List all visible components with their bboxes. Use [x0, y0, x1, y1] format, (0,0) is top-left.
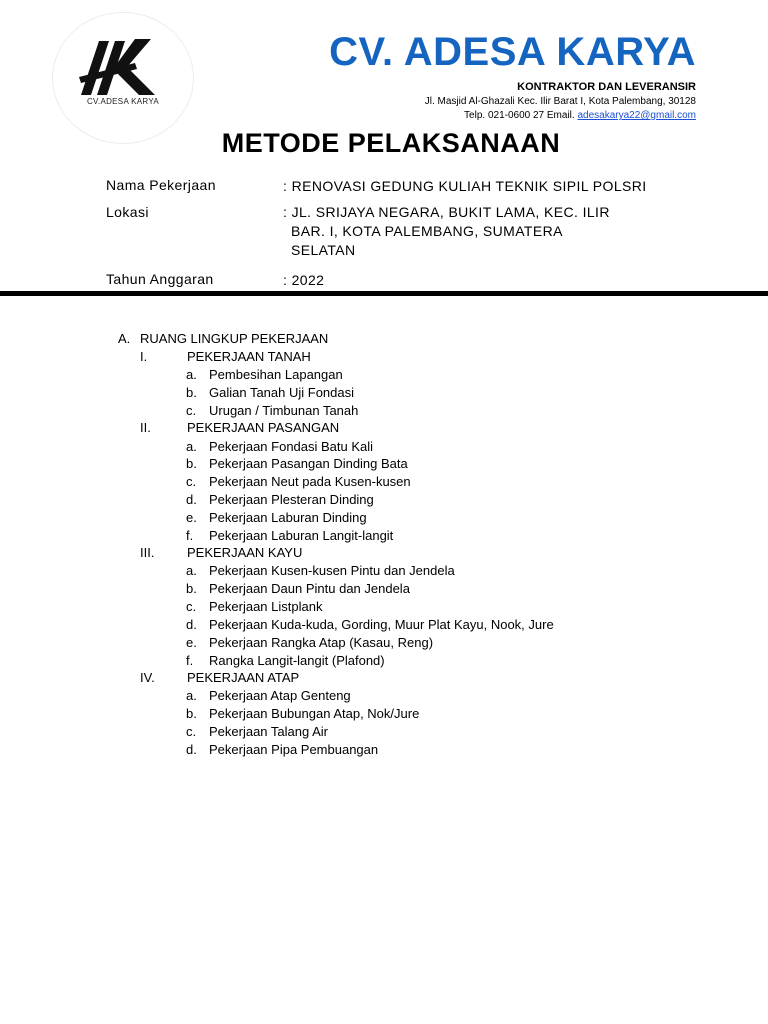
list-item-marker: a. — [186, 688, 197, 703]
header-divider — [0, 291, 768, 296]
section-numeral: II. — [140, 420, 151, 435]
info-value-tahun-anggaran: : 2022 — [283, 272, 325, 288]
list-item: Pekerjaan Laburan Dinding — [209, 510, 367, 525]
list-item-marker: a. — [186, 439, 197, 454]
company-logo-mark-icon — [77, 33, 169, 105]
list-item: Pekerjaan Pasangan Dinding Bata — [209, 456, 408, 471]
info-value-nama-pekerjaan: : RENOVASI GEDUNG KULIAH TEKNIK SIPIL POLSRI — [283, 178, 647, 194]
list-item: Rangka Langit-langit (Plafond) — [209, 653, 385, 668]
info-label-nama-pekerjaan: Nama Pekerjaan — [106, 177, 216, 193]
info-label-lokasi: Lokasi — [106, 204, 149, 220]
list-item: Pekerjaan Neut pada Kusen-kusen — [209, 474, 411, 489]
list-item: Pekerjaan Rangka Atap (Kasau, Reng) — [209, 635, 434, 650]
list-item-marker: c. — [186, 403, 197, 418]
contact-phone: Telp. 021-0600 27 Email. — [464, 110, 575, 121]
list-item-marker: e. — [186, 635, 197, 650]
email-link[interactable]: adesakarya22@gmail.com — [577, 110, 696, 121]
list-item-marker: b. — [186, 581, 197, 596]
section-numeral: I. — [140, 349, 148, 364]
section-title: PEKERJAAN KAYU — [187, 545, 303, 560]
list-item-marker: c. — [186, 474, 197, 489]
company-subtitle: KONTRAKTOR DAN LEVERANSIR — [517, 81, 696, 93]
list-item-marker: b. — [186, 706, 197, 721]
logo-text: CV.ADESA KARYA — [86, 97, 160, 106]
list-item: Pekerjaan Kusen-kusen Pintu dan Jendela — [209, 563, 455, 578]
list-item-marker: a. — [186, 367, 197, 382]
scope-marker: A. — [118, 331, 131, 346]
section-title: PEKERJAAN ATAP — [187, 670, 300, 685]
company-name: CV. ADESA KARYA — [329, 30, 696, 74]
company-logo — [52, 12, 194, 144]
lokasi-line: SELATAN — [291, 242, 356, 258]
list-item-marker: f. — [186, 528, 194, 543]
list-item: Pekerjaan Pipa Pembuangan — [209, 742, 379, 757]
list-item-marker: c. — [186, 724, 197, 739]
list-item: Pembesihan Lapangan — [209, 367, 343, 382]
list-item-marker: e. — [186, 510, 197, 525]
section-title: PEKERJAAN PASANGAN — [187, 420, 340, 435]
section-numeral: IV. — [140, 670, 155, 685]
list-item: Pekerjaan Talang Air — [209, 724, 329, 739]
info-label-tahun-anggaran: Tahun Anggaran — [106, 271, 214, 287]
list-item: Pekerjaan Listplank — [209, 599, 323, 614]
list-item-marker: c. — [186, 599, 197, 614]
section-numeral: III. — [140, 545, 155, 560]
company-contact — [464, 110, 696, 121]
list-item-marker: f. — [186, 653, 194, 668]
list-item-marker: a. — [186, 563, 197, 578]
info-value-lokasi — [283, 203, 663, 260]
list-item: Urugan / Timbunan Tanah — [209, 403, 359, 418]
list-item: Pekerjaan Kuda-kuda, Gording, Muur Plat Kayu, Nook, Jure — [209, 617, 554, 632]
list-item: Galian Tanah Uji Fondasi — [209, 385, 355, 400]
list-item: Pekerjaan Bubungan Atap, Nok/Jure — [209, 706, 420, 721]
list-item: Pekerjaan Laburan Langit-langit — [209, 528, 394, 543]
lokasi-line: BAR. I, KOTA PALEMBANG, SUMATERA — [291, 223, 563, 239]
lokasi-line: : JL. SRIJAYA NEGARA, BUKIT LAMA, KEC. ILIR — [283, 204, 610, 220]
list-item-marker: b. — [186, 385, 197, 400]
section-title: PEKERJAAN TANAH — [187, 349, 311, 364]
company-address: Jl. Masjid Al-Ghazali Kec. Ilir Barat I, Kota Palembang, 30128 — [424, 96, 696, 107]
list-item-marker: d. — [186, 617, 197, 632]
document-title: METODE PELAKSANAAN — [221, 128, 561, 158]
scope-title: RUANG LINGKUP PEKERJAAN — [140, 331, 329, 346]
list-item: Pekerjaan Fondasi Batu Kali — [209, 439, 374, 454]
list-item-marker: d. — [186, 492, 197, 507]
list-item: Pekerjaan Daun Pintu dan Jendela — [209, 581, 410, 596]
list-item: Pekerjaan Plesteran Dinding — [209, 492, 374, 507]
list-item-marker: d. — [186, 742, 197, 757]
list-item: Pekerjaan Atap Genteng — [209, 688, 351, 703]
list-item-marker: b. — [186, 456, 197, 471]
